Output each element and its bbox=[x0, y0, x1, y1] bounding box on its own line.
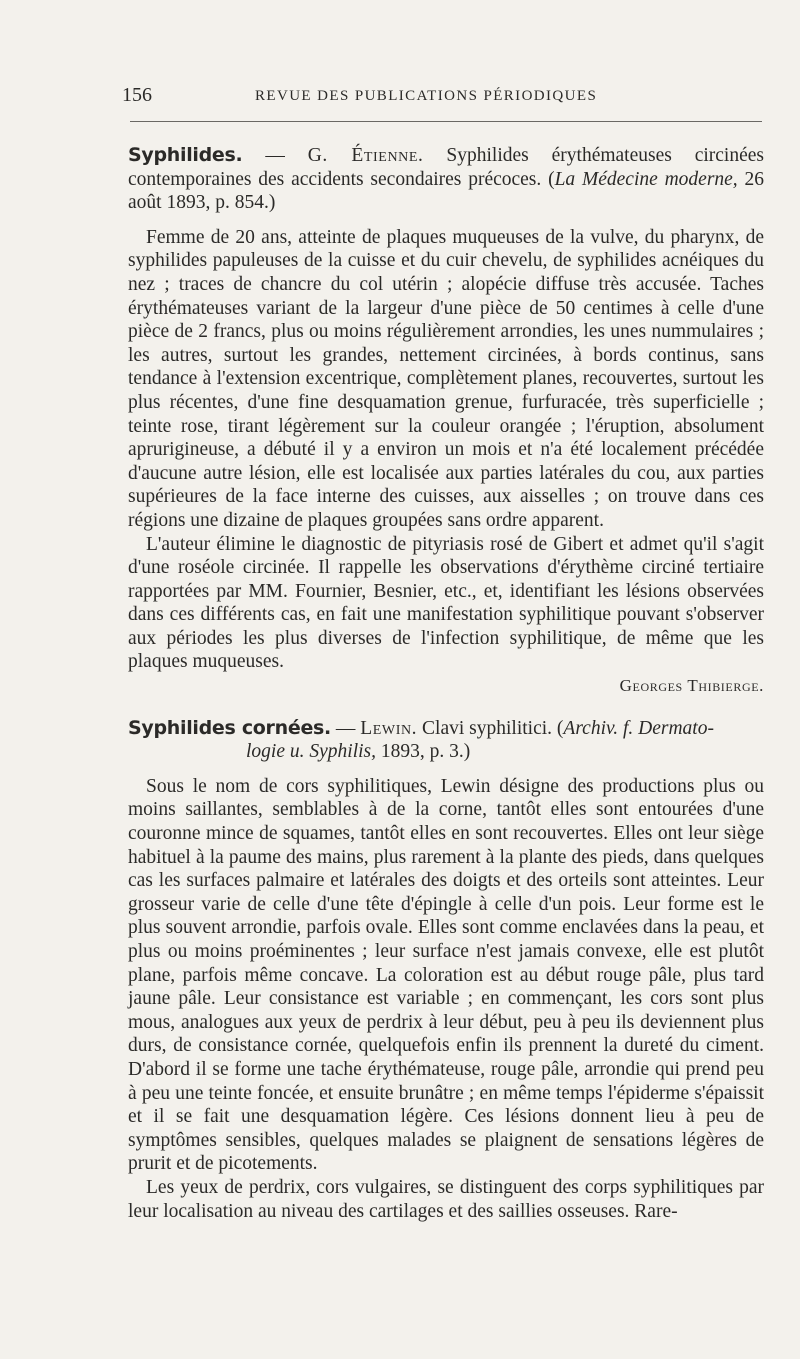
article-paragraph: Femme de 20 ans, atteinte de plaques muqueuses de la vulve, du pharynx, de syphilides papuleuses de la cuisse et du cuir chevelu, de syphilides acnéiques du nez ; traces de chancre du col utérin ; alopécie diffuse très accusée. Taches érythémateuses variant de la largeur d'une pièce de 50 centimes à celle d'une pièce de 2 francs, plus ou moins régulièrement arrondies, les unes nummulaires ; les autres, surtout les grandes, nettement circinées, à bords continus, sans tendance à l'extension excentrique, complètement planes, recouvertes, surtout les plus récentes, d'une fine desquamation grenue, furfuracée, très superficielle ; teinte rose, tirant légèrement sur la couleur orangée ; l'éruption, absolument aprurigineuse, a débuté il y a environ un mois et n'a été localement précédée d'aucune autre lésion, elle est localisée aux parties latérales du cou, aux parties supérieures de la face interne des cuisses, aux aisselles ; on trouve dans ces régions une dizaine de plaques groupées sans ordre apparent. bbox=[128, 226, 764, 531]
citation-details: 26 août 1893, p. 854.) bbox=[128, 168, 764, 214]
article-heading bbox=[128, 144, 764, 215]
article-author: G. Étienne. bbox=[307, 145, 424, 166]
running-title: REVUE DES PUBLICATIONS PÉRIODIQUES bbox=[255, 88, 598, 104]
heading-dash: — bbox=[242, 145, 308, 166]
article-title: Clavi syphilitici. ( bbox=[417, 717, 564, 739]
journal-name: La Médecine moderne, bbox=[554, 168, 738, 190]
heading-continuation bbox=[128, 740, 764, 764]
article-author: Lewin. bbox=[360, 717, 418, 739]
article-keyword: Syphilides. bbox=[128, 144, 243, 166]
article-signature: Georges Thibierge. bbox=[619, 676, 764, 696]
running-head bbox=[122, 84, 762, 114]
article-heading bbox=[128, 717, 764, 764]
article-title: Syphilides érythémateuses circinées contemporaines des accidents secondaires précoces. ( bbox=[128, 145, 765, 190]
article-paragraph: L'auteur élimine le diagnostic de pityriasis rosé de Gibert et admet qu'il s'agit d'une roséole circinée. Il rappelle les observations d'érythème circiné tertiaire rapportées par MM. Fournier, Besnier, etc., et, identifiant les lésions observées dans ces différents cas, en fait une manifestation syphilitique pouvant s'observer aux périodes les plus diverses de l'infection syphilitique, de même que les plaques muqueuses. bbox=[128, 533, 764, 673]
journal-name-part-1: Archiv. f. Dermato- bbox=[563, 717, 714, 739]
journal-name-part-2: logie u. Syphilis, bbox=[246, 741, 376, 763]
page-number: 156 bbox=[122, 84, 152, 106]
article-paragraph: Les yeux de perdrix, cors vulgaires, se distinguent des corps syphilitiques par leur localisation au niveau des cartilages et des saillies osseuses. Rare- bbox=[128, 1176, 764, 1222]
article-paragraph: Sous le nom de cors syphilitiques, Lewin désigne des productions plus ou moins saillantes, semblables à de la corne, tantôt elles sont entourées d'une couronne mince de squames, tantôt elles en sont recouvertes. Elles ont leur siège habituel à la paume des mains, plus rarement à la plante des pieds, dans quelques cas les surfaces palmaire et latérales des doigts et des orteils sont atteintes. Leur grosseur varie de celle d'une tête d'épingle à celle d'un pois. Leur forme est le plus souvent arrondie, parfois ovale. Elles sont comme enclavées dans la peau, et plus ou moins proéminentes ; leur surface n'est jamais convexe, elle est plutôt plane, parfois même concave. La coloration est au début rouge pâle, plus tard jaune pâle. Leur consistance est variable ; en commençant, les cors sont plus mous, analogues aux yeux de perdrix à leur début, peu à peu ils deviennent plus durs, de consistance cornée, quelquefois enfin ils prennent la dureté du ciment. D'abord il se forme une tache érythémateuse, rouge pâle, arrondie qui prend peu à peu une teinte foncée, et ensuite brunâtre ; en même temps l'épiderme s'épaissit et il se fait une desquamation légère. Ces lésions donnent lieu à peu de symptômes sensibles, quelques malades se plaignent de sensations légères de prurit et de picotements. bbox=[128, 775, 764, 1175]
header-rule bbox=[130, 121, 762, 122]
article-keyword: Syphilides cornées. bbox=[128, 716, 331, 739]
heading-dash: — bbox=[330, 717, 361, 739]
signature-line bbox=[128, 674, 764, 698]
citation-details: 1893, p. 3.) bbox=[376, 741, 471, 763]
page-body bbox=[128, 144, 764, 1223]
